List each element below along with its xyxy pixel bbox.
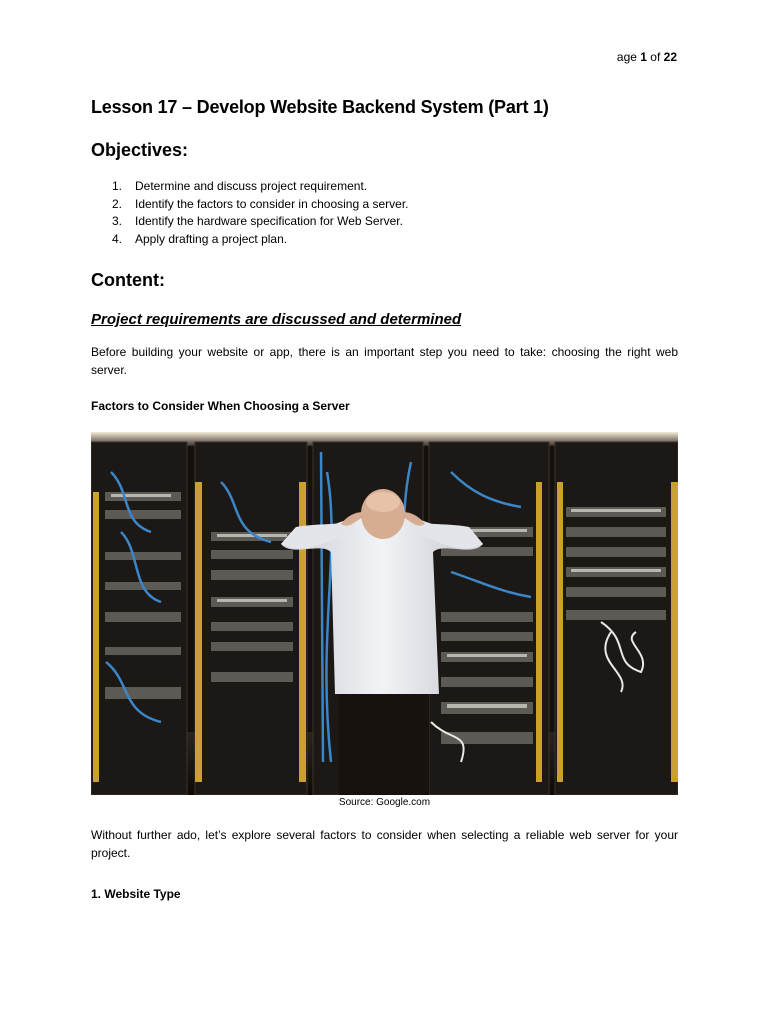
subtopic-heading: Project requirements are discussed and determined (91, 311, 462, 328)
objective-number: 1. (112, 179, 123, 193)
server-room-photo (91, 432, 678, 795)
page-number-total: 22 (663, 50, 677, 64)
website-type-heading: 1. Website Type (91, 887, 181, 901)
page-number-current: 1 (640, 50, 647, 64)
objective-number: 3. (112, 214, 123, 228)
objective-text: Identify the factors to consider in choosing a server. (135, 196, 409, 211)
objective-item (91, 178, 408, 196)
objective-item (91, 231, 408, 249)
objective-item (91, 196, 408, 214)
objective-item (91, 213, 408, 231)
objective-number: 2. (112, 196, 123, 211)
objective-text: Determine and discuss project requirement. (135, 179, 368, 193)
lesson-title: Lesson 17 – Develop Website Backend System (Part 1) (91, 97, 549, 117)
image-caption: Source: Google.com (338, 797, 431, 808)
factors-heading: Factors to Consider When Choosing a Server (91, 399, 350, 413)
content-heading: Content: (91, 270, 165, 290)
page-number (617, 49, 677, 65)
objective-text: Apply drafting a project plan. (135, 231, 288, 246)
objectives-list (91, 178, 408, 248)
objectives-heading: Objectives: (91, 140, 189, 160)
followup-paragraph: Without further ado, let’s explore several factors to consider when selecting a reliable web server for your project. (91, 828, 678, 860)
page-number-prefix: age (616, 50, 641, 64)
intro-paragraph: Before building your website or app, there is an important step you need to take: choosing the right web server. (91, 345, 678, 377)
objective-text: Identify the hardware specification for Web Server. (135, 214, 403, 228)
objective-number: 4. (112, 231, 123, 246)
page-number-of: of (646, 50, 664, 64)
